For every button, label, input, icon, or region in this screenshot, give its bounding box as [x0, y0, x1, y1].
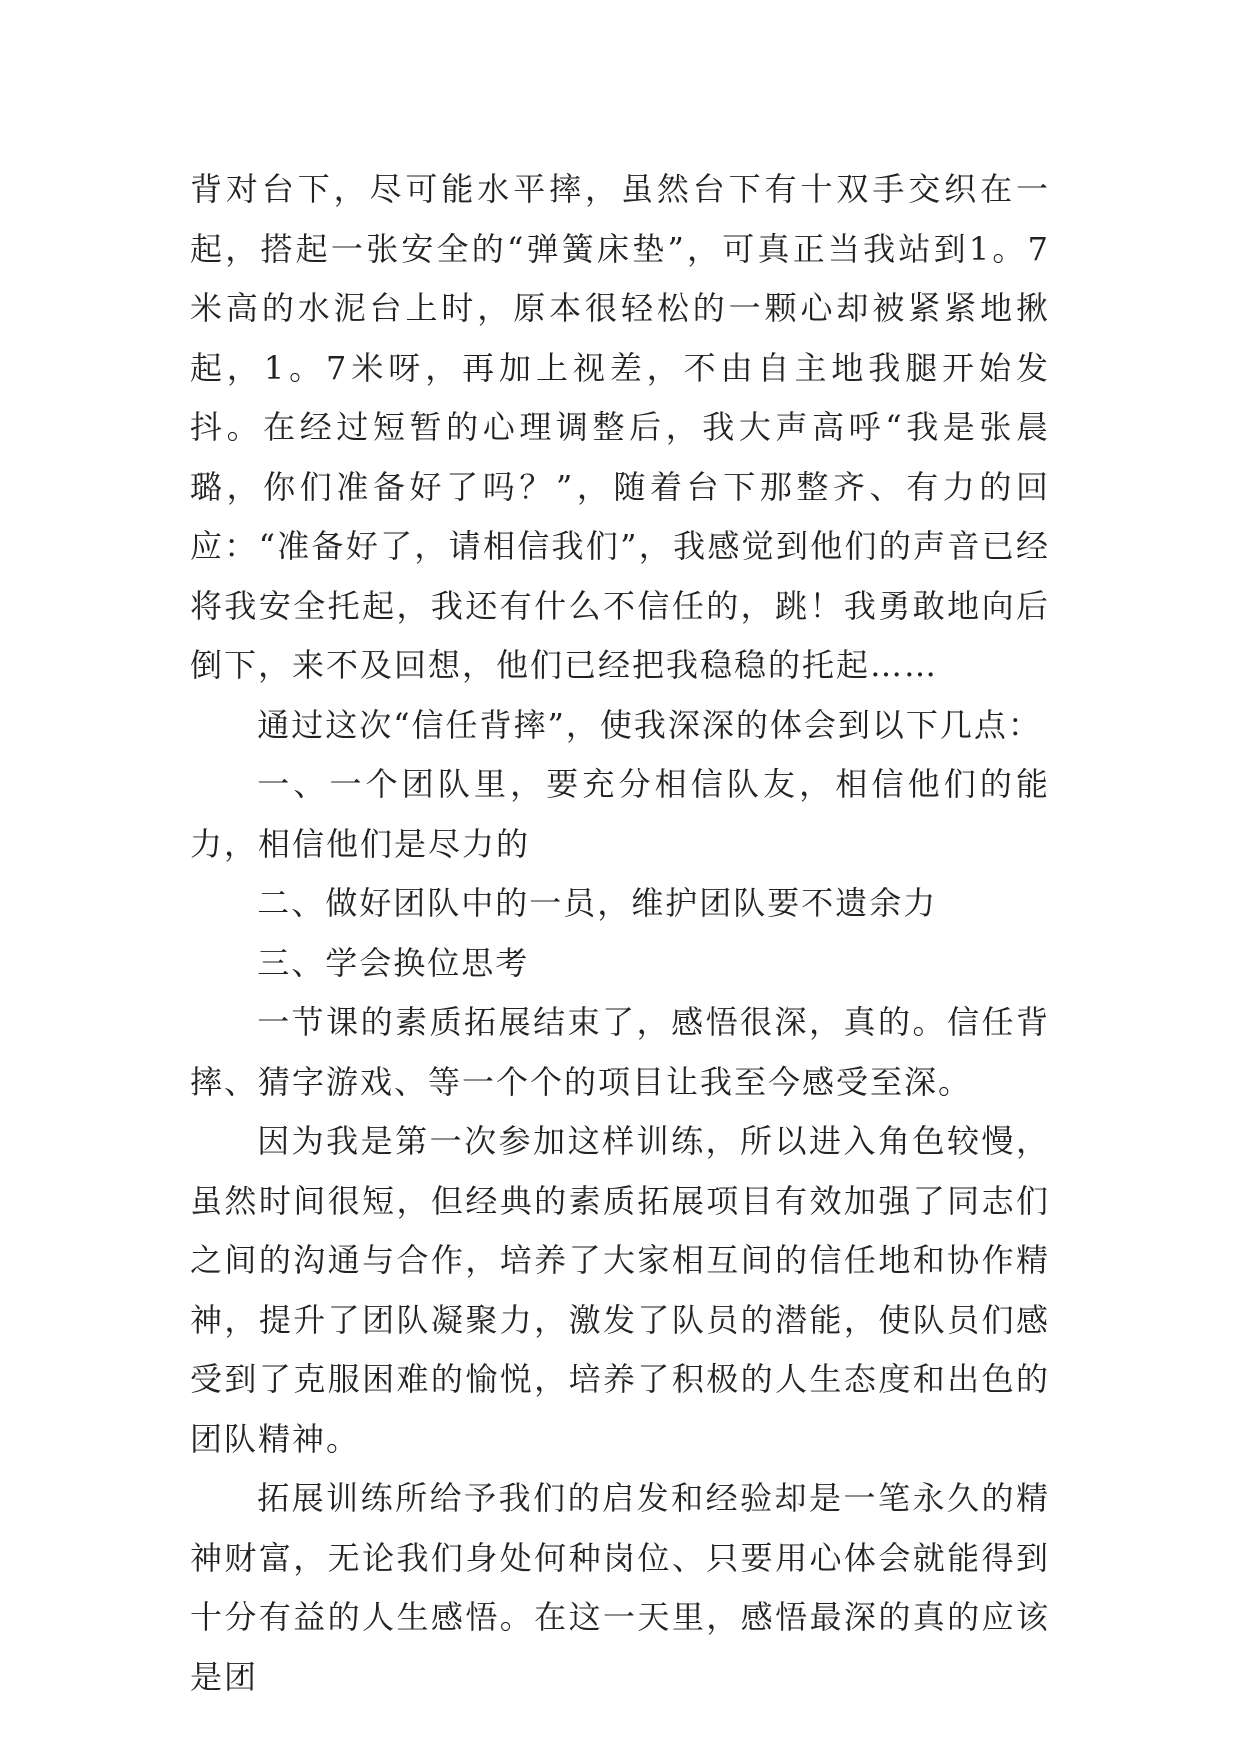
document-body	[190, 160, 1050, 1707]
paragraph-class-summary: 一节课的素质拓展结束了，感悟很深，真的。信任背摔、猜字游戏、等一个个的项目让我至今感受至深。	[190, 1003, 1050, 1101]
paragraph-lesson-one: 一、一个团队里，要充分相信队友，相信他们的能力，相信他们是尽力的	[190, 765, 1050, 863]
paragraph-trust-fall-story: 背对台下，尽可能水平摔，虽然台下有十双手交织在一起，搭起一张安全的“弹簧床垫”，可真正当我站到1。7米高的水泥台上时，原本很轻松的一颗心却被紧紧地揪起，1。7米呀，再加上视差，不由自主地我腿开始发抖。在经过短暂的心理调整后，我大声高呼“我是张晨璐，你们准备好了吗？”，随着台下那整齐、有力的回应：“准备好了，请相信我们”，我感觉到他们的声音已经将我安全托起，我还有什么不信任的，跳！我勇敢地向后倒下，来不及回想，他们已经把我稳稳的托起……	[190, 170, 1050, 684]
paragraph-training-benefits: 因为我是第一次参加这样训练，所以进入角色较慢，虽然时间很短，但经典的素质拓展项目有效加强了同志们之间的沟通与合作，培养了大家相互间的信任地和协作精神，提升了团队凝聚力，激发了队员的潜能，使队员们感受到了克服困难的愉悦，培养了积极的人生态度和出色的团队精神。	[190, 1122, 1050, 1458]
paragraph-lessons-intro: 通过这次“信任背摔”，使我深深的体会到以下几点：	[257, 705, 1042, 744]
paragraph-spiritual-wealth: 拓展训练所给予我们的启发和经验却是一笔永久的精神财富，无论我们身处何种岗位、只要用心体会就能得到十分有益的人生感悟。在这一天里，感悟最深的真的应该是团	[190, 1479, 1050, 1696]
paragraph-lesson-three: 三、学会换位思考	[257, 943, 530, 982]
paragraph-lesson-two: 二、做好团队中的一员，维护团队要不遗余力	[257, 884, 938, 922]
